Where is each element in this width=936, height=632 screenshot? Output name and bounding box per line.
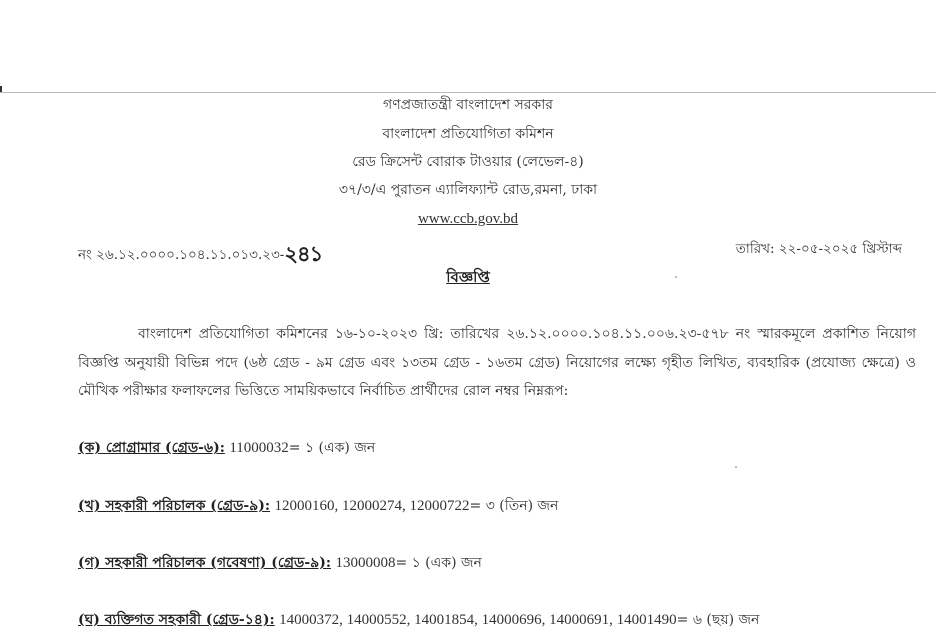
blank-top-margin	[0, 0, 936, 93]
selected-count: = ১ (এক) জন	[395, 555, 482, 571]
position-item	[78, 551, 482, 575]
website-link[interactable]: www.ccb.gov.bd	[417, 211, 519, 227]
memo-date: তারিখ: ২২-০৫-২০২৫ খ্রিস্টাব্দ	[735, 241, 902, 257]
position-label: (ঘ) ব্যক্তিগত সহকারী (গ্রেড-১৪):	[78, 612, 275, 628]
roll-numbers: 13000008	[335, 555, 396, 571]
scan-speck	[735, 466, 737, 468]
body-paragraph	[78, 320, 916, 406]
body-paragraph-text: বাংলাদেশ প্রতিযোগিতা কমিশনের ১৬-১০-২০২৩ খ্রি: তারিখের ২৬.১২.০০০০.১০৪.১১.০০৬.২৩-৫৭৮ নং স্মারকমূলে প্রকাশিত নিয়োগ বিজ্ঞপ্তি অনুযায়ী বিভিন্ন পদে (৬ষ্ঠ গ্রেড - ৯ম গ্রেড এবং ১৩তম গ্রেড - ১৬তম গ্রেড) নিয়োগের লক্ষ্যে গৃহীত লিখিত, ব্যবহারিক (প্রযোজ্য ক্ষেত্রে) ও মৌখিক পরীক্ষার ফলাফলের ভিত্তিতে সাময়িকভাবে নির্বাচিত প্রার্থীদের রোল নম্বর নিম্নরূপ:	[78, 326, 916, 399]
header-address: ৩৭/৩/এ পুরাতন এ্যালিফ্যান্ট রোড,রমনা, ঢাকা	[338, 182, 598, 198]
notice-title: বিজ্ঞপ্তি	[446, 268, 490, 286]
position-label: (গ) সহকারী পরিচালক (গবেষণা) (গ্রেড-৯):	[78, 555, 332, 571]
position-item	[78, 608, 759, 632]
header-building: রেড ক্রিসেন্ট বোরাক টাওয়ার (লেভেল-৪)	[352, 154, 584, 170]
selected-count: = ১ (এক) জন	[288, 440, 376, 456]
roll-numbers: 14000372, 14000552, 14001854, 14000696, 14000691, 14001490	[279, 612, 677, 628]
position-item	[78, 494, 558, 518]
position-label: (ক) প্রোগ্রামার (গ্রেড-৬):	[78, 440, 225, 456]
roll-numbers: 12000160, 12000274, 12000722	[274, 498, 470, 514]
position-item	[78, 436, 375, 460]
handwritten-memo-suffix: ২৪১	[284, 242, 323, 266]
header-government: গণপ্রজাতন্ত্রী বাংলাদেশ সরকার	[383, 97, 553, 113]
memo-number-text: নং ২৬.১২.০০০০.১০৪.১১.০১৩.২৩-	[78, 247, 285, 263]
scan-speck	[675, 276, 677, 278]
selected-count: = ৬ (ছয়) জন	[676, 612, 760, 628]
header-website-wrap	[0, 210, 936, 228]
page-edge-mark	[0, 86, 2, 92]
selected-count: = ৩ (তিন) জন	[469, 498, 559, 514]
header-commission: বাংলাদেশ প্রতিযোগিতা কমিশন	[382, 126, 554, 142]
position-label: (খ) সহকারী পরিচালক (গ্রেড-৯):	[78, 498, 271, 514]
roll-numbers: 11000032	[229, 440, 289, 456]
